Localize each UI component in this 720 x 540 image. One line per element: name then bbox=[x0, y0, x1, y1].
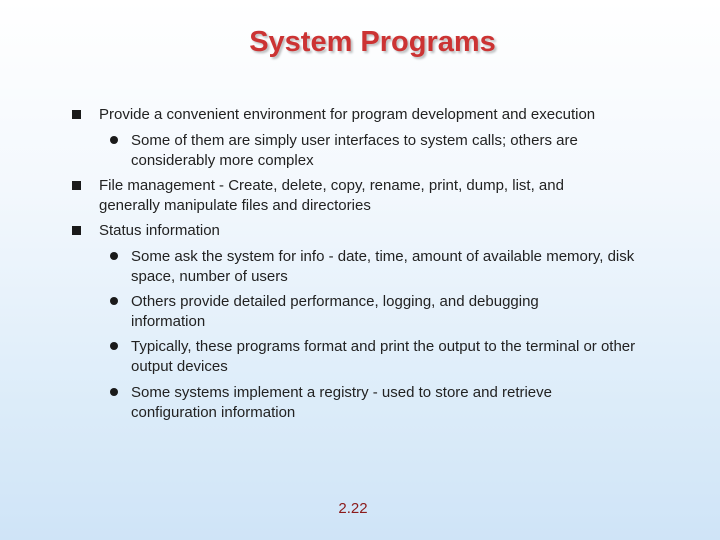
bullet-text: Provide a convenient environment for program development and execution bbox=[99, 106, 596, 123]
bullet-text: File management - Create, delete, copy, rename, print, dump, list, and generally manipulate files and directories bbox=[99, 177, 564, 214]
sub-bullet-text: Others provide detailed performance, logging, and debugging information bbox=[131, 293, 539, 330]
round-bullet-icon bbox=[110, 388, 118, 396]
round-bullet-icon bbox=[110, 136, 118, 144]
round-bullet-icon bbox=[110, 342, 118, 350]
bullet-text: Status information bbox=[99, 222, 220, 239]
sub-bullet-text: Some systems implement a registry - used to store and retrieve configuration information bbox=[131, 384, 552, 421]
square-bullet-icon bbox=[72, 110, 81, 119]
sub-bullet-text: Some ask the system for info - date, time, amount of available memory, disk space, number of users bbox=[131, 248, 635, 285]
square-bullet-icon bbox=[72, 226, 81, 235]
page-number: 2.22 bbox=[338, 500, 368, 517]
sub-bullet-text: Some of them are simply user interfaces to system calls; others are considerably more complex bbox=[131, 132, 578, 169]
square-bullet-icon bbox=[72, 181, 81, 190]
sub-bullet-text: Typically, these programs format and print the output to the terminal or other output devices bbox=[131, 338, 636, 375]
round-bullet-icon bbox=[110, 252, 118, 260]
round-bullet-icon bbox=[110, 297, 118, 305]
slide-title: System Programs bbox=[249, 26, 496, 58]
